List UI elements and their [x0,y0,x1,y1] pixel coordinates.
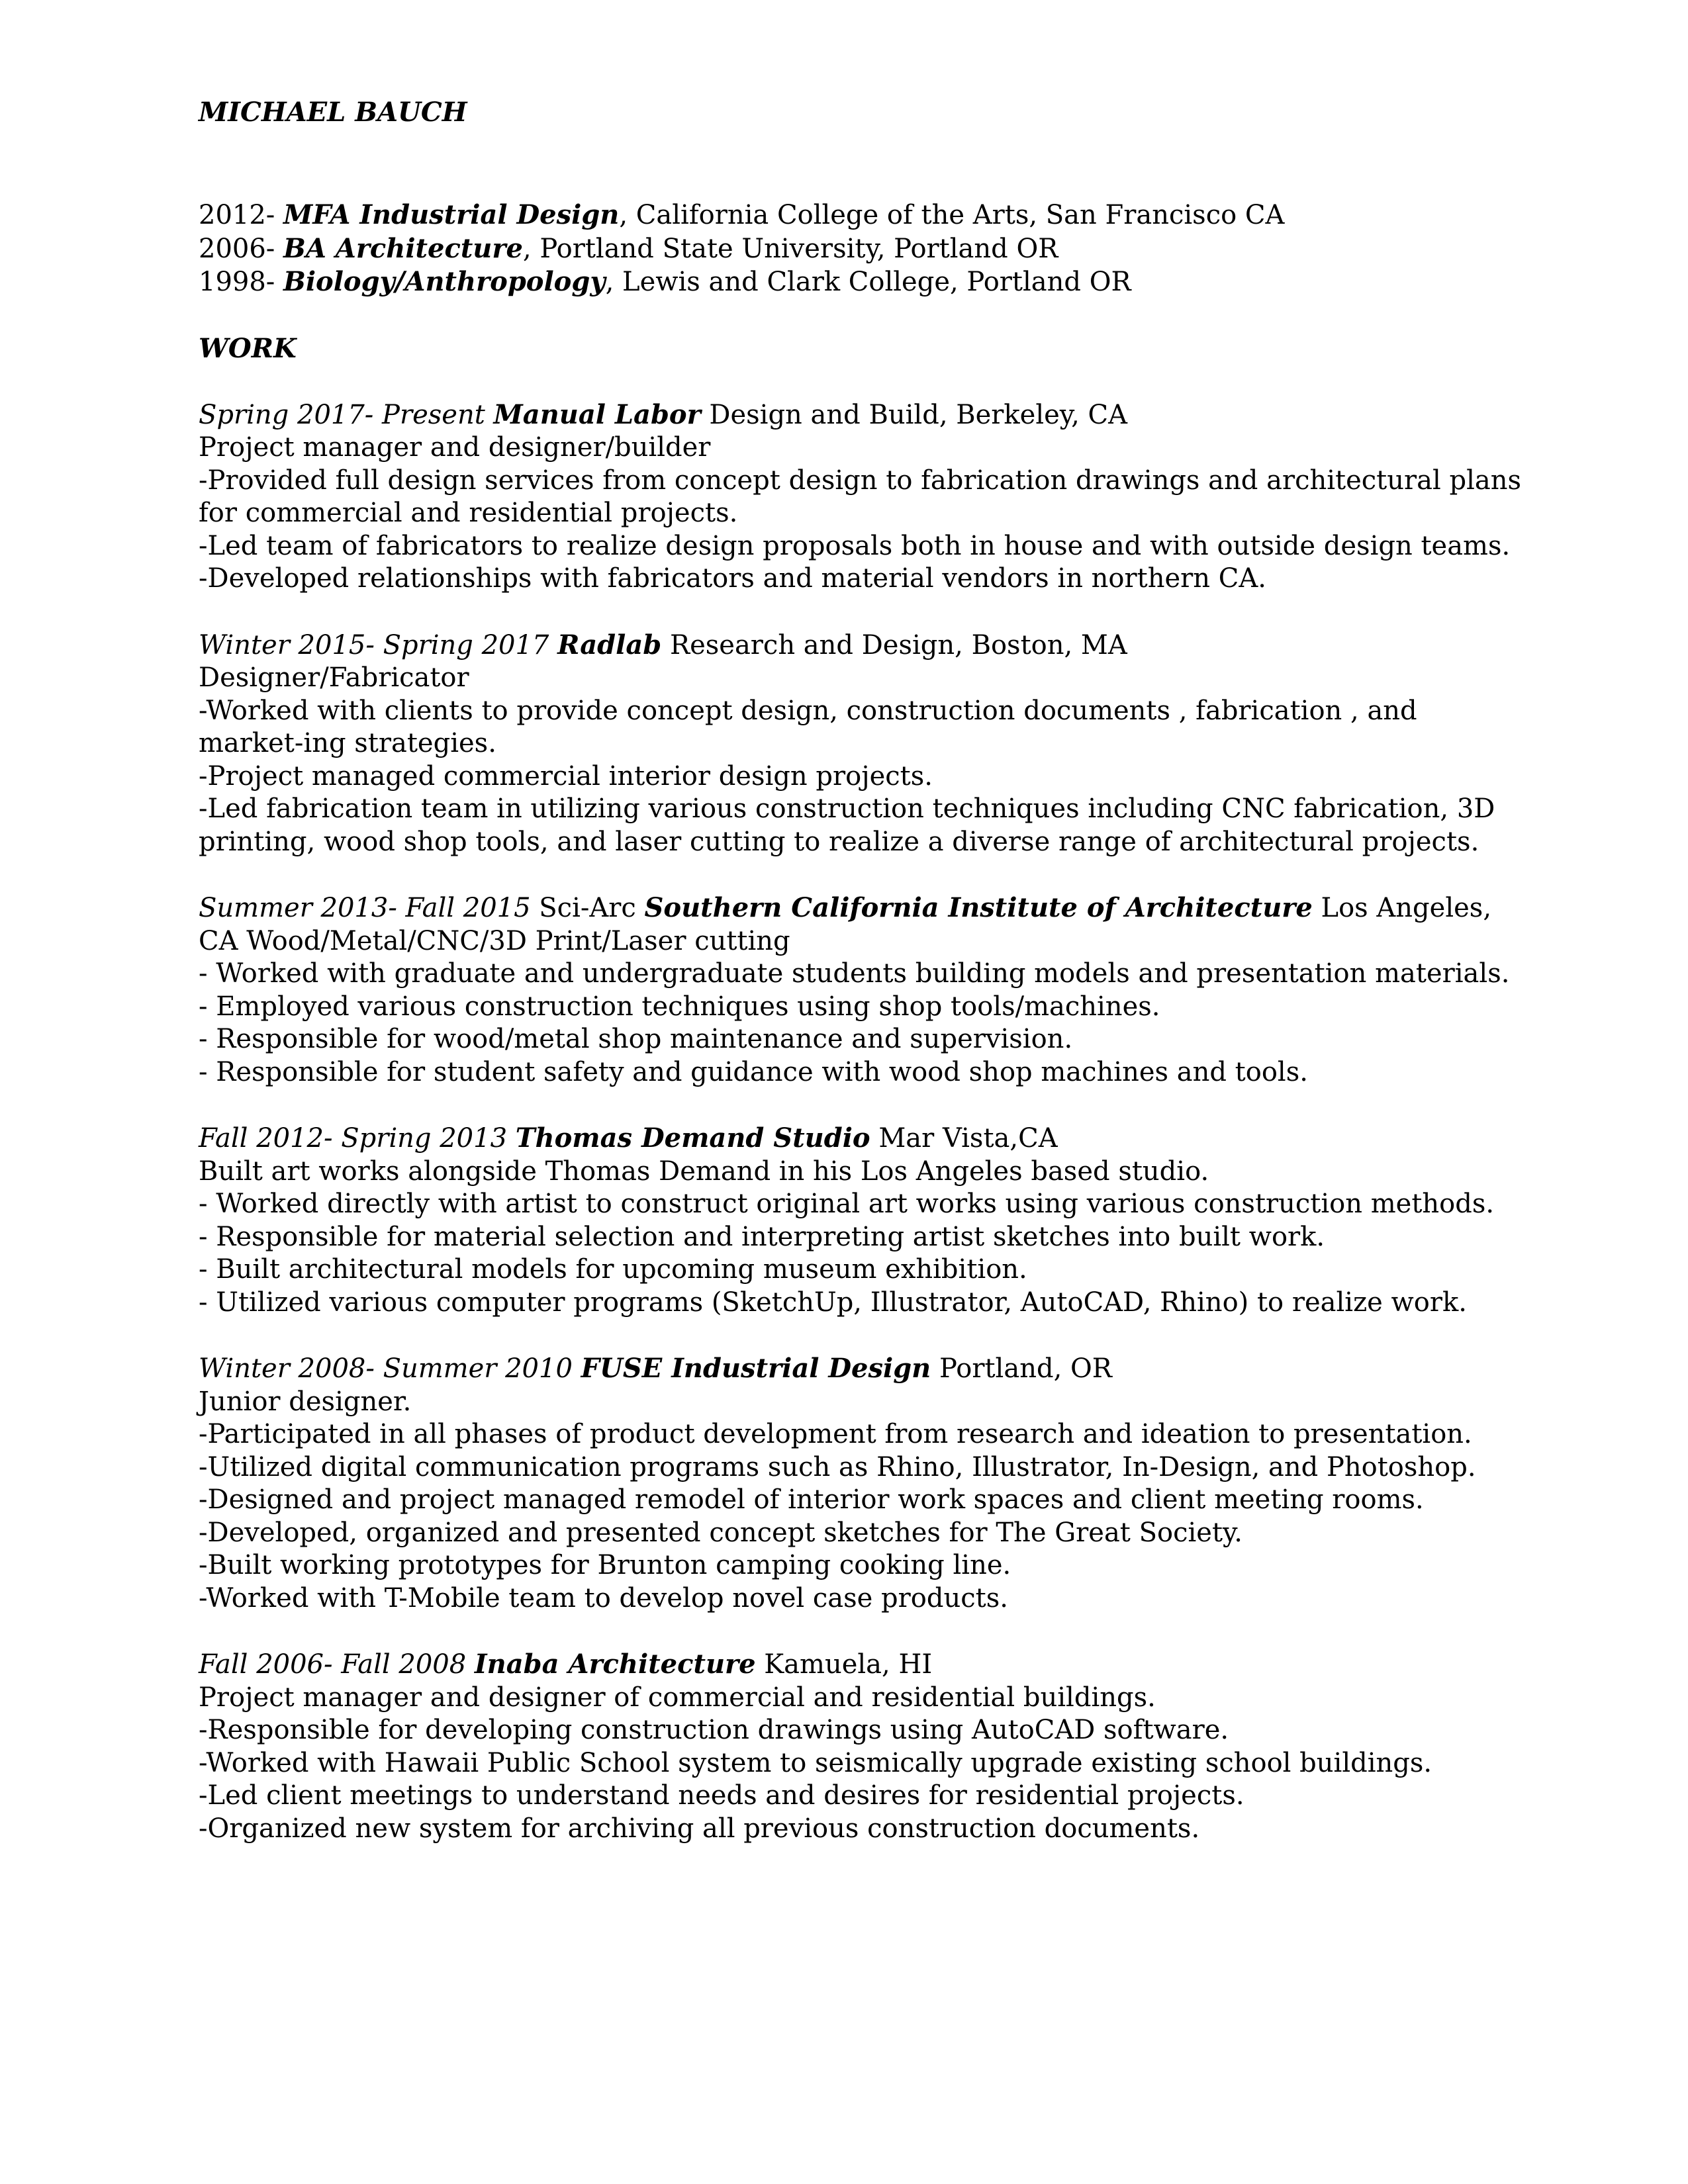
job-org-prefix: Sci-Arc [539,893,636,923]
education-school: , Portland State University, Portland OR [522,233,1058,264]
job-location: Los Angeles, CA [199,893,1492,956]
education-degree: MFA Industrial Design [283,199,620,230]
job-period: Fall 2006- Fall 2008 [199,1649,467,1680]
education-year: 2012- [199,200,275,230]
job-location: Kamuela, HI [764,1649,933,1680]
job-period: Winter 2015- Spring 2017 [199,629,549,660]
job-bullet: - Responsible for student safety and guidance with wood shop machines and tools. [199,1056,1308,1087]
education-entry [199,232,1523,266]
job-role: Project manager and designer/builder [199,432,711,463]
job-entry [199,629,1523,859]
job-organization: Southern California Institute of Architecture [644,892,1313,923]
job-header [199,891,1523,958]
job-header [199,629,1523,662]
job-period: Fall 2012- Spring 2013 [199,1123,508,1154]
job-bullet: - Worked with graduate and undergraduate students building models and presentation materials. [199,958,1510,989]
education-entry [199,265,1523,299]
job-bullet: -Worked with Hawaii Public School system to seismically upgrade existing school buildings. [199,1747,1432,1778]
job-bullet: -Developed relationships with fabricators and material vendors in northern CA. [199,563,1266,594]
job-bullet: - Utilized various computer programs (SketchUp, Illustrator, AutoCAD, Rhino) to realize work. [199,1287,1467,1318]
job-bullet: -Led client meetings to understand needs and desires for residential projects. [199,1780,1244,1811]
job-entry [199,398,1523,596]
job-location: Mar Vista,CA [878,1123,1058,1154]
job-bullet: -Developed, organized and presented concept sketches for The Great Society. [199,1517,1243,1548]
job-period: Summer 2013- Fall 2015 [199,893,531,923]
job-bullet: - Built architectural models for upcoming museum exhibition. [199,1254,1027,1285]
job-role: Designer/Fabricator [199,662,469,693]
education-year: 1998- [199,267,275,297]
job-header [199,1648,1523,1682]
education-degree: BA Architecture [283,232,523,264]
job-header [199,1122,1523,1156]
job-period: Winter 2008- Summer 2010 [199,1353,573,1384]
job-bullet: - Employed various construction techniques using shop tools/machines. [199,991,1160,1022]
job-bullet: -Led team of fabricators to realize design proposals both in house and with outside design teams. [199,530,1511,561]
education-year: 2006- [199,233,275,264]
job-bullet: -Utilized digital communication programs such as Rhino, Illustrator, In-Design, and Photoshop. [199,1451,1476,1482]
job-entry [199,1648,1523,1845]
work-heading: WORK [199,332,297,364]
education-school: , Lewis and Clark College, Portland OR [605,267,1131,297]
job-bullet: -Participated in all phases of product development from research and ideation to presentation. [199,1419,1472,1449]
job-bullet: - Responsible for material selection and interpreting artist sketches into built work. [199,1221,1325,1252]
job-bullet: -Responsible for developing construction drawings using AutoCAD software. [199,1715,1229,1745]
job-header [199,398,1523,432]
job-bullet: -Led fabrication team in utilizing various construction techniques including CNC fabrication, 3D printing, wood shop tools, and laser cutting to realize a diverse range of architectural projects. [199,794,1495,857]
resume-name: MICHAEL BAUCH [199,97,467,128]
job-header [199,1352,1523,1386]
education-section [199,199,1523,299]
job-role: Junior designer. [199,1386,412,1417]
job-bullet: -Designed and project managed remodel of interior work spaces and client meeting rooms. [199,1484,1424,1515]
education-degree: Biology/Anthropology [283,266,606,297]
job-location: Design and Build, Berkeley, CA [709,399,1128,430]
job-location: Portland, OR [939,1353,1112,1384]
job-bullet: - Responsible for wood/metal shop maintenance and supervision. [199,1024,1073,1054]
job-period: Spring 2017- Present [199,399,485,430]
resume-page [199,93,1523,1878]
job-bullet: -Organized new system for archiving all previous construction documents. [199,1813,1200,1844]
job-role: Built art works alongside Thomas Demand in his Los Angeles based studio. [199,1156,1209,1187]
job-role: Wood/Metal/CNC/3D Print/Laser cutting [246,925,790,956]
job-bullet: -Worked with clients to provide concept design, construction documents , fabrication , and market-ing strategies. [199,695,1417,758]
job-bullet: -Worked with T-Mobile team to develop novel case products. [199,1582,1008,1614]
work-section [199,398,1523,1846]
job-role: Project manager and designer of commercial and residential buildings. [199,1682,1156,1713]
job-organization: Manual Labor [493,398,701,430]
job-bullet: -Provided full design services from concept design to fabrication drawings and architectural plans for commercial and residential projects. [199,465,1522,528]
job-bullet: -Project managed commercial interior design projects. [199,760,933,792]
job-bullet: - Worked directly with artist to construct original art works using various construction methods. [199,1189,1495,1219]
job-organization: Radlab [557,629,662,660]
job-location: Research and Design, Boston, MA [669,629,1127,660]
job-bullet: -Built working prototypes for Brunton camping cooking line. [199,1550,1011,1580]
job-organization: Inaba Architecture [474,1649,756,1680]
job-organization: FUSE Industrial Design [581,1353,931,1384]
job-entry [199,891,1523,1089]
education-school: , California College of the Arts, San Francisco CA [619,200,1285,230]
job-organization: Thomas Demand Studio [515,1122,870,1154]
education-entry [199,199,1523,232]
job-entry [199,1122,1523,1319]
job-entry [199,1352,1523,1615]
